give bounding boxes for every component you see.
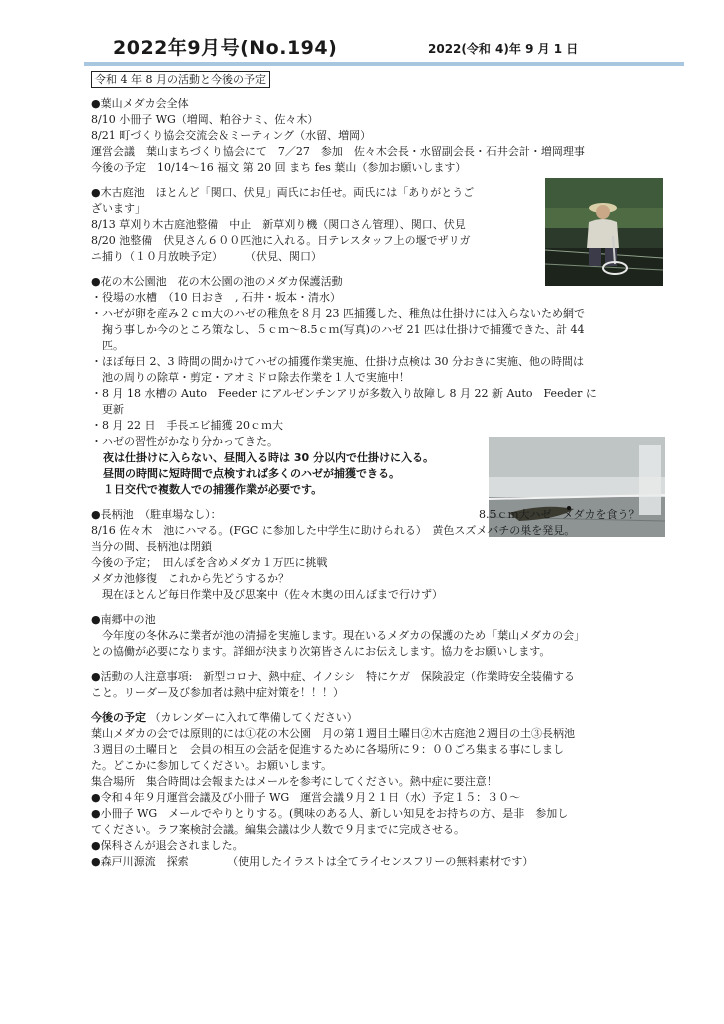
nangochu-heading: ●南郷中の池 [91, 613, 156, 626]
hananoki-line: 池の周りの除草・剪定・アオミドロ除去作業を１人で実施中！ [91, 371, 410, 384]
goby-photo-caption: 8.5ｃｍ大ハゼ メダカを食う？ [479, 508, 640, 521]
kojitei-line: 8/20 池整備 伏見さん６００匹池に入れる。日テレスタッフ上の堰でザリガ [91, 234, 471, 247]
nagae-line: メダカ池修復 これから先どうするか？ [91, 572, 289, 585]
hananoki-bold-line: 昼間の時間に短時間で点検すれば多くのハゼが捕獲できる。 [103, 467, 400, 480]
general-heading: ●葉山メダカ会全体 [91, 97, 189, 110]
hananoki-line: ●花の木公園池 花の木公園の池のメダカ保護活動 [91, 275, 343, 288]
notice-line: てください。ラフ案検討会議。編集会議は少人数で９月までに完成させる。 [91, 823, 465, 836]
hananoki-bold-line: １日交代で複数人での捕獲作業が必要です。 [103, 483, 323, 496]
future-heading-note: （カレンダーに入れて準備してください） [149, 711, 358, 724]
general-line: 8/21 町づくり協会交流会＆ミーティング（水留、増岡） [91, 129, 372, 142]
notice-line: ●令和４年９月運営会議及び小冊子 WG 運営会議９月２１日（水）予定１５：３０～ [91, 791, 521, 804]
notice-line: ●小冊子 WG メールでやりとりする。(興味のある人、新しい知見をお持ちの方、是非 参加し [91, 807, 569, 820]
general-section [91, 96, 683, 176]
hananoki-line: 掬う事しか今のところ策なし、５ｃｍ～8.5ｃｍ(写真)のハゼ 21 匹は仕掛けで捕獲できた、計 44 [91, 323, 585, 336]
nagae-section [91, 507, 683, 603]
kojitei-line: ニ捕り（１０月放映予定） （伏見、関口） [91, 250, 322, 263]
kojitei-section [91, 185, 683, 265]
newsletter-body [91, 71, 683, 870]
future-heading-row [91, 710, 683, 726]
general-line: 8/10 小冊子 WG（増岡、粕谷ナミ、佐々木） [91, 113, 319, 126]
header-rule [84, 62, 684, 66]
issue-date: 2022(令和 4)年 9 月 1 日 [428, 42, 579, 56]
hananoki-line: ・8 月 18 水槽の Auto Feeder にアルゼンチンアリが多数入り故障し 8 月 22 新 Auto Feeder に [91, 387, 597, 400]
future-heading: 今後の予定 [91, 711, 146, 724]
nagae-heading-row [91, 507, 683, 523]
section-title-row [91, 71, 683, 87]
future-line: 葉山メダカの会では原則的には①花の木公園 月の第１週目土曜日②木古庭池２週目の土③長柄池 [91, 727, 575, 740]
notices-section [91, 790, 683, 870]
general-line: 運営会議 葉山まちづくり協会にて 7／27 参加 佐々木会長・水留副会長・石井会計・増岡理事 [91, 145, 585, 158]
kojitei-line: 8/13 草刈り木古庭池整備 中止 新草刈り機（関口さん管理）、関口、伏見 [91, 218, 466, 231]
kojitei-line: ●木古庭池 ほとんど「関口、伏見」両氏にお任せ。両氏には「ありがとうご [91, 186, 475, 199]
nangochu-section [91, 612, 683, 660]
future-line: 集合場所 集合時間は会報またはメールを参考にしてください。熱中症に要注意！ [91, 775, 498, 788]
caution-section [91, 669, 683, 701]
hananoki-line: ・ほぼ毎日 2、3 時間の間かけてハゼの捕獲作業実施、仕掛け点検は 30 分おきに実施、他の時間は [91, 355, 584, 368]
notice-line: ●森戸川源流 探索 （使用したイラストは全てライセンスフリーの無料素材です） [91, 855, 534, 868]
nangochu-line: 今年度の冬休みに業者が池の清掃を実施します。現在いるメダカの保護のため「葉山メダカの会」 [91, 629, 586, 642]
issue-title: 2022年9月号(No.194) [113, 37, 338, 59]
hananoki-bold-line: 夜は仕掛けに入らない、昼間入る時は 30 分以内で仕掛けに入る。 [103, 451, 434, 464]
nagae-line: 今後の予定； 田んぼを含めメダカ１万匹に挑戦 [91, 556, 328, 569]
hananoki-line: 匹。 [91, 339, 124, 352]
caution-line: ●活動の人注意事項: 新型コロナ、熱中症、イノシシ 特にケガ 保険設定（作業時安全装備する [91, 670, 575, 683]
section-title: 令和 4 年 8 月の活動と今後の予定 [91, 71, 270, 88]
notice-line: ●保科さんが退会されました。 [91, 839, 244, 852]
future-line: ３週目の土曜日と 会員の相互の会話を促進するために各場所に９：００ごろ集まる事にしまし [91, 743, 564, 756]
nangochu-line: との協働が必要になります。詳細が決まり次第皆さんにお伝えします。協力をお願いします。 [91, 645, 551, 658]
nagae-line: 当分の間、長柄池は閉鎖 [91, 540, 212, 553]
general-line: 今後の予定 10/14～16 福文 第 20 回 まち fes 葉山（参加お願いします） [91, 161, 467, 174]
kojitei-line: ざいます」 [91, 202, 146, 215]
hananoki-section [91, 274, 683, 498]
hananoki-line: ・ハゼが卵を産み２ｃｍ大のハゼの稚魚を８月 23 匹捕獲した、稚魚は仕掛けには入らないため網で [91, 307, 585, 320]
nagae-heading: ●長柄池 （駐車場なし）： [91, 508, 222, 521]
nagae-line: 現在ほとんど毎日作業中及び思案中（佐々木奥の田んぼまで行けず） [91, 588, 443, 601]
hananoki-line: 更新 [91, 403, 124, 416]
hananoki-line: ・役場の水槽 （10 日おき , 石井・坂本・清水） [91, 291, 341, 304]
future-section [91, 710, 683, 790]
hananoki-line: ・8 月 22 日 手長エビ捕獲 20ｃｍ大 [91, 419, 283, 432]
hananoki-line: ・ハゼの習性がかなり分かってきた。 [91, 435, 278, 448]
future-line: た。どこかに参加してください。お願いします。 [91, 759, 333, 772]
caution-line: こと。リーダー及び参加者は熱中症対策を！！！） [91, 686, 344, 699]
nagae-line: 8/16 佐々木 池にハマる。(FGC に参加した中学生に助けられる） 黄色スズメバチの巣を発見。 [91, 524, 576, 537]
